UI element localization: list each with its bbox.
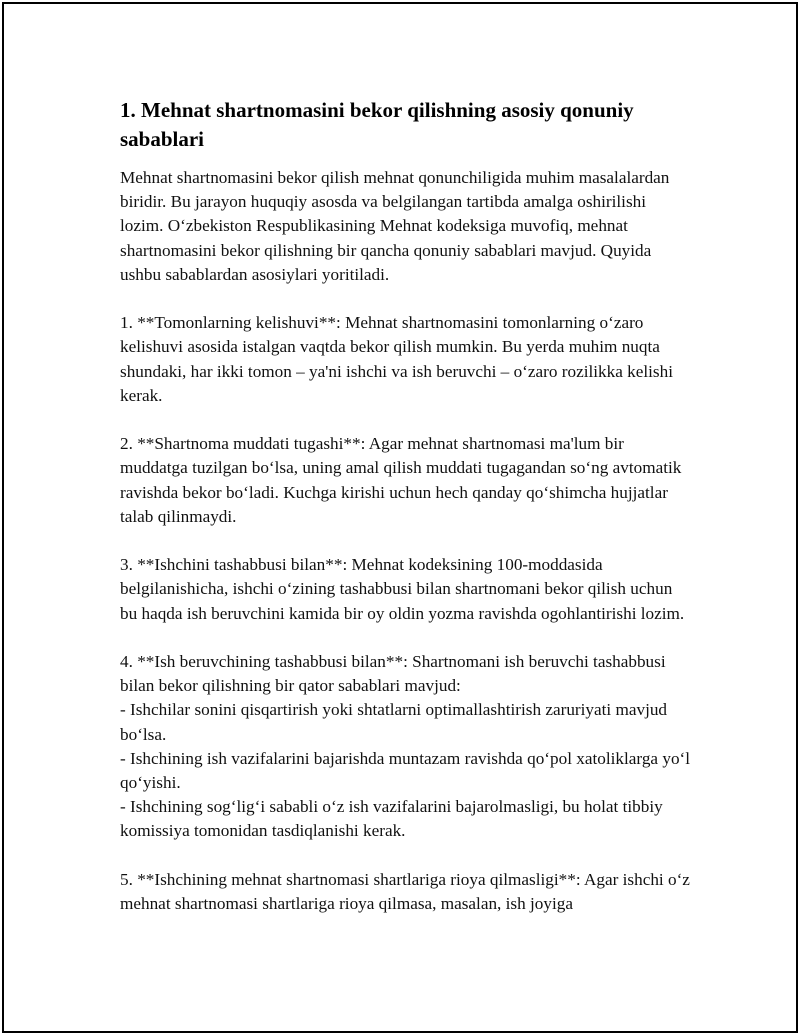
reason-2-paragraph: 2. **Shartnoma muddati tugashi**: Agar mehnat shartnomasi ma'lum bir muddatga tuzilgan bo‘lsa, uning amal qilish muddati tugagandan so‘ng avtomatik ravishda bekor bo‘ladi. Kuchga kirishi uchun hech qanday qo‘shimcha hujjatlar talab qilinmaydi.: [120, 434, 682, 526]
document-body: [120, 96, 692, 916]
intro-paragraph: Mehnat shartnomasini bekor qilish mehnat qonunchiligida muhim masalalardan biridir. Bu jarayon huquqiy asosda va belgilangan tartibda amalga oshirilishi lozim. O‘zbekiston Respublikasining Mehnat kodeksiga muvofiq, mehnat shartnomasini bekor qilishning bir qancha qonuniy sabablari mavjud. Quyida ushbu sabablardan asosiylari yoritiladi.: [120, 168, 670, 284]
reason-3-paragraph: 3. **Ishchini tashabbusi bilan**: Mehnat kodeksining 100-moddasida belgilanishicha, ishchi o‘zining tashabbusi bilan shartnomani bekor qilish uchun bu haqda ish beruvchini kamida bir oy oldin yozma ravishda ogohlantirishi lozim.: [120, 555, 685, 623]
document-page: [2, 2, 798, 1033]
reason-1-paragraph: 1. **Tomonlarning kelishuvi**: Mehnat shartnomasini tomonlarning o‘zaro kelishuvi asosida istalgan vaqtda bekor qilish mumkin. Bu yerda muhim nuqta shundaki, har ikki tomon – ya'ni ishchi va ish beruvchi – o‘zaro rozilikka kelishi kerak.: [120, 313, 673, 405]
reason-4-paragraph: 4. **Ish beruvchining tashabbusi bilan**: Shartnomani ish beruvchi tashabbusi bilan bekor qilishning bir qator sabablari mavjud: - Ishchilar sonini qisqartirish yoki shtatlarni optimallashtirish zaruriyati mavjud bo‘lsa. - Ishchining ish vazifalarini bajarishda muntazam ravishda qo‘pol xatoliklarga yo‘l qo‘yishi. - Ishchining sog‘lig‘i sababli o‘z ish vazifalarini bajarolmasligi, bu holat tibbiy komissiya tomonidan tasdiqlanishi kerak.: [120, 652, 691, 841]
reason-5-paragraph: 5. **Ishchining mehnat shartnomasi shartlariga rioya qilmasligi**: Agar ishchi o‘z mehnat shartnomasi shartlariga rioya qilmasa, masalan, ish joyiga: [120, 869, 690, 914]
section-heading: 1. Mehnat shartnomasini bekor qilishning asosiy qonuniy sabablari: [120, 98, 634, 151]
